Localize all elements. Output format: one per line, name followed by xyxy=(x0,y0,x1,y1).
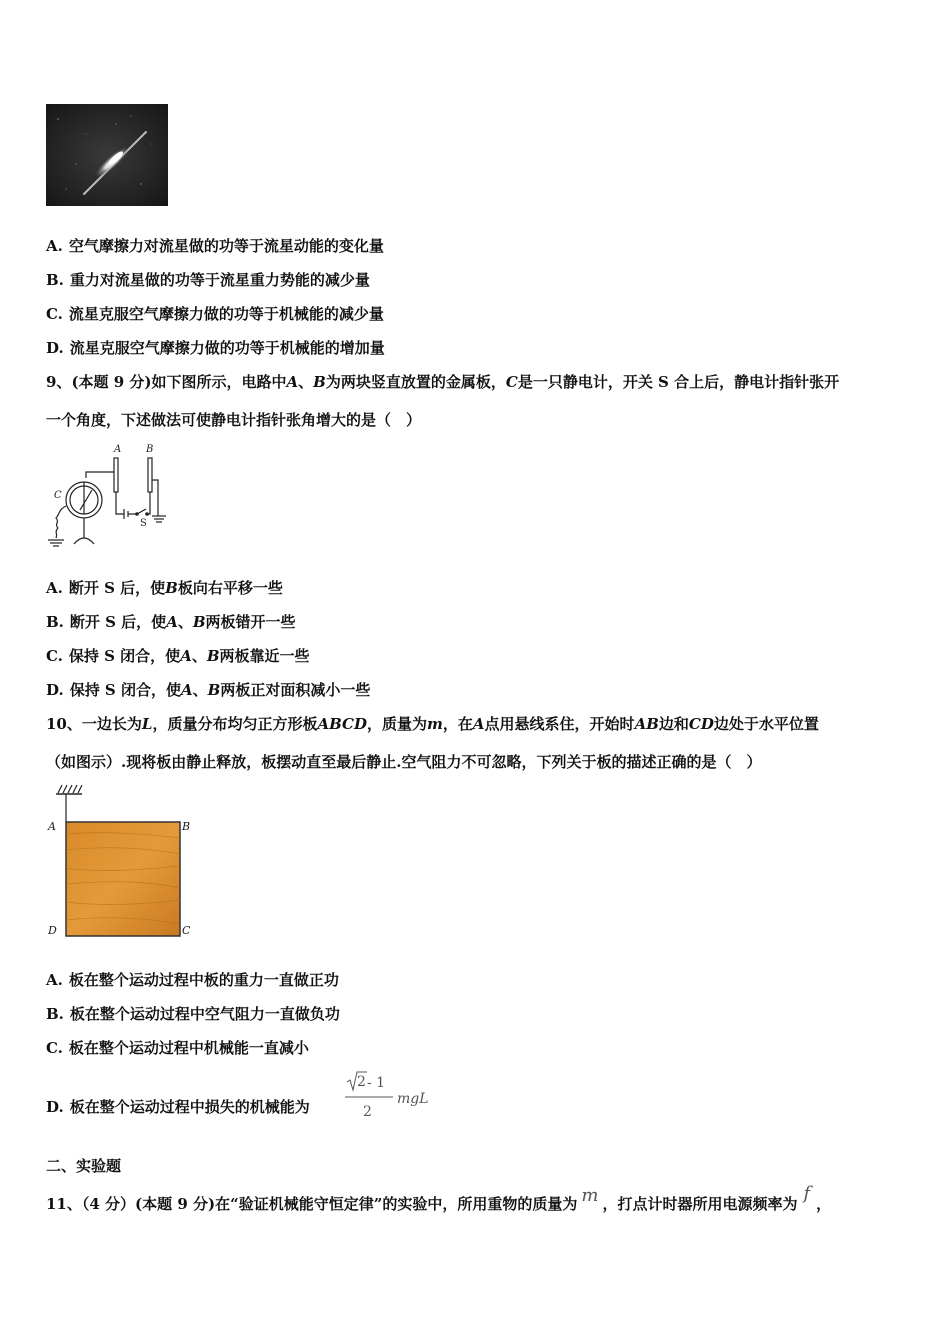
circuit-diagram xyxy=(44,440,180,556)
q10-stem-line2: （如图示）.现将板由静止释放，板摆动直至最后静止.空气阻力不可忽略，下列关于板的描述正确的是（ ） xyxy=(46,753,762,771)
q9-stem-line1: 9、(本题 9 分)如下图所示，电路中A、B为两块竖直放置的金属板，C是一只静电计，开关 S 合上后，静电计指针张开 xyxy=(46,373,840,391)
label-corner-b: B xyxy=(182,820,191,833)
q9-stem-line2: 一个角度，下述做法可使静电计指针张角增大的是（ ） xyxy=(46,411,422,429)
label-corner-d: D xyxy=(48,924,57,937)
q8-option-b: B. 重力对流星做的功等于流星重力势能的减少量 xyxy=(46,271,370,289)
formula-denominator: 2 xyxy=(363,1104,372,1120)
q9-option-b: B. 断开 S 后，使A、B两板错开一些 xyxy=(46,613,296,631)
board-diagram xyxy=(44,782,194,942)
label-plate-b: B xyxy=(146,444,154,455)
label-corner-c: C xyxy=(182,924,191,937)
label-plate-a: A xyxy=(114,444,122,455)
electrometer-circuit-figure xyxy=(44,440,180,556)
q10-option-c: C. 板在整个运动过程中机械能一直减小 xyxy=(46,1039,309,1057)
formula-suffix: mgL xyxy=(397,1091,429,1107)
formula-root-value: 2 xyxy=(357,1074,366,1090)
label-switch-s: S xyxy=(140,518,147,529)
q11-stem: 11、（4 分）(本题 9 分)在“验证机械能守恒定律”的实验中，所用重物的质量为 m ，打点计时器所用电源频率为 f ， xyxy=(46,1183,832,1213)
q10-option-b: B. 板在整个运动过程中空气阻力一直做负功 xyxy=(46,1005,340,1023)
energy-loss-formula xyxy=(343,1070,443,1122)
q8-option-c: C. 流星克服空气摩擦力做的功等于机械能的减少量 xyxy=(46,305,384,323)
q10-option-d: D. 板在整个运动过程中损失的机械能为 xyxy=(46,1098,310,1116)
q9-option-a: A. 断开 S 后，使B板向右平移一些 xyxy=(46,579,283,597)
label-electrometer-c: C xyxy=(54,490,62,501)
q10-stem-line1: 10、一边长为L，质量分布均匀正方形板ABCD，质量为m，在A点用悬线系住，开始时AB边和CD边处于水平位置 xyxy=(46,715,819,733)
meteor-photo xyxy=(46,104,168,206)
q10-option-a: A. 板在整个运动过程中板的重力一直做正功 xyxy=(46,971,339,989)
hanging-board-figure xyxy=(44,782,194,942)
q9-option-d: D. 保持 S 闭合，使A、B两板正对面积减小一些 xyxy=(46,681,371,699)
section-title: 二、实验题 xyxy=(46,1157,122,1175)
q9-option-c: C. 保持 S 闭合，使A、B两板靠近一些 xyxy=(46,647,310,665)
formula-numerator-rest: - 1 xyxy=(367,1075,386,1091)
meteor-image xyxy=(46,104,168,206)
q8-option-d: D. 流星克服空气摩擦力做的功等于机械能的增加量 xyxy=(46,339,385,357)
label-corner-a: A xyxy=(48,820,56,833)
q8-option-a: A. 空气摩擦力对流星做的功等于流星动能的变化量 xyxy=(46,237,384,255)
